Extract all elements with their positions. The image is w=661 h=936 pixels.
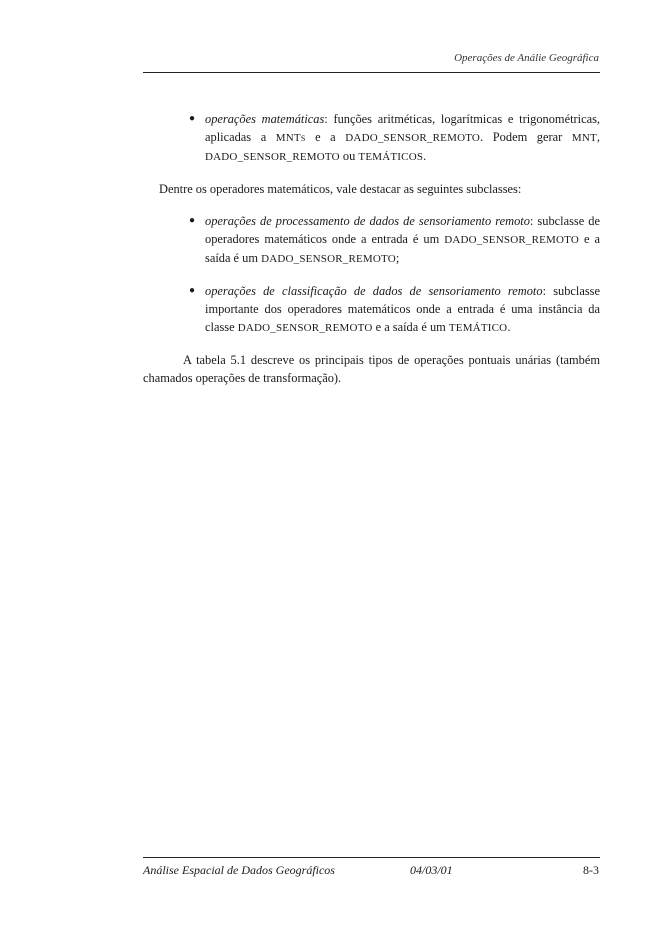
text: . xyxy=(507,320,511,334)
bullet-icon: ● xyxy=(189,285,196,296)
text: . Podem gerar xyxy=(480,130,572,144)
text: e a saída é um xyxy=(372,320,449,334)
bullet-icon: ● xyxy=(189,113,196,124)
code-term: DADO_SENSOR_REMOTO xyxy=(237,322,373,334)
term: operações matemáticas xyxy=(205,112,325,126)
page-body xyxy=(143,110,600,401)
bullet-item-remote-sensing-classification xyxy=(143,282,600,337)
term: operações de processamento de dados de sensoriamento remoto xyxy=(205,214,530,228)
bullet-icon: ● xyxy=(189,215,196,226)
footer-date: 04/03/01 xyxy=(410,863,453,877)
footer-title: Análise Espacial de Dados Geográficos xyxy=(143,863,335,877)
bullet-item-math-operations xyxy=(143,110,600,166)
text: ou xyxy=(339,149,359,163)
text: : subclasse importante dos operadores matemáticos onde a entrada é uma instância da classe xyxy=(205,284,600,334)
code-term: DADO_SENSOR_REMOTO xyxy=(444,234,580,246)
text: : subclasse de operadores matemáticos onde a entrada é um xyxy=(205,214,600,246)
text: e a xyxy=(305,130,346,144)
page-number: 8-3 xyxy=(583,863,599,877)
bullet-item-remote-sensing-processing xyxy=(143,212,600,268)
code-term: TEMÁTICOS xyxy=(358,151,424,163)
text: e a saída é um xyxy=(205,232,600,265)
footer-rule xyxy=(143,857,600,858)
running-header: Operações de Análie Geográfica xyxy=(454,52,599,64)
header-rule xyxy=(143,72,600,73)
code-term: DADO_SENSOR_REMOTO xyxy=(345,132,481,144)
text: ; xyxy=(395,251,400,265)
code-term: MNT xyxy=(571,132,597,144)
term: operações de classificação de dados de sensoriamento remoto xyxy=(205,284,543,298)
text: . xyxy=(423,149,427,163)
text: , xyxy=(596,130,600,144)
code-term: DADO_SENSOR_REMOTO xyxy=(261,253,396,265)
code-term: DADO_SENSOR_REMOTO xyxy=(205,151,340,163)
paragraph-table-reference: A tabela 5.1 descreve os principais tipos de operações pontuais unárias (também chamados operações de transformação). xyxy=(143,353,600,385)
text: : funções aritméticas, logarítmicas e trigonométricas, aplicadas a xyxy=(205,112,600,144)
code-term: TEMÁTICO xyxy=(448,322,508,334)
code-term: MNTs xyxy=(275,132,306,144)
paragraph-subclasses-intro: Dentre os operadores matemáticos, vale destacar as seguintes subclasses: xyxy=(159,182,522,196)
